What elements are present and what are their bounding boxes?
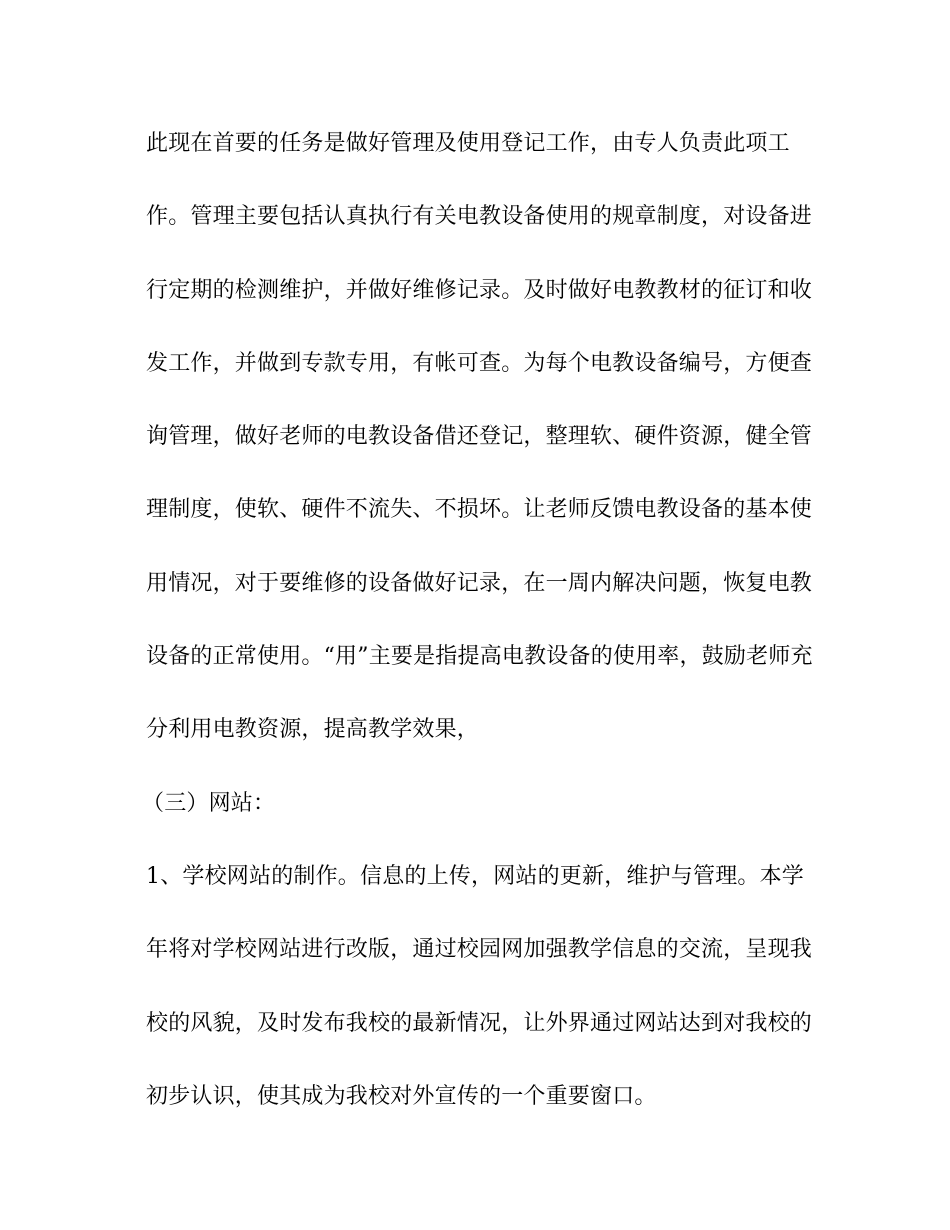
paragraph-line: 初步认识，使其成为我校对外宣传的一个重要窗口。: [146, 1083, 657, 1109]
paragraph-line: 询管理，做好老师的电教设备借还登记，整理软、硬件资源，健全管: [146, 424, 813, 450]
paragraph-line: 年将对学校网站进行改版，通过校园网加强教学信息的交流，呈现我: [146, 937, 813, 963]
paragraph-line: 用情况，对于要维修的设备做好记录，在一周内解决问题，恢复电教: [146, 570, 813, 596]
paragraph-line: 理制度，使软、硬件不流失、不损坏。让老师反馈电教设备的基本使: [146, 497, 813, 523]
paragraph-line: 分利用电教资源，提高教学效果，: [146, 717, 480, 743]
body-text: [142, 121, 813, 1147]
paragraph-line: 1、学校网站的制作。信息的上传，网站的更新，维护与管理。本学: [146, 863, 804, 889]
paragraph-line: 发工作，并做到专款专用，有帐可查。为每个电教设备编号，方便查: [146, 350, 813, 376]
paragraph-line: 此现在首要的任务是做好管理及使用登记工作，由专人负责此项工: [146, 131, 790, 156]
paragraph-line: 校的风貌，及时发布我校的最新情况，让外界通过网站达到对我校的: [146, 1010, 813, 1036]
paragraph-line: 作。管理主要包括认真执行有关电教设备使用的规章制度，对设备进: [146, 204, 813, 230]
paragraph-line: 设备的正常使用。“用”主要是指提高电教设备的使用率，鼓励老师充: [146, 644, 813, 670]
section-heading: （三）网站：: [142, 790, 276, 816]
paragraph-line: 行定期的检测维护，并做好维修记录。及时做好电教教材的征订和收: [146, 277, 813, 303]
